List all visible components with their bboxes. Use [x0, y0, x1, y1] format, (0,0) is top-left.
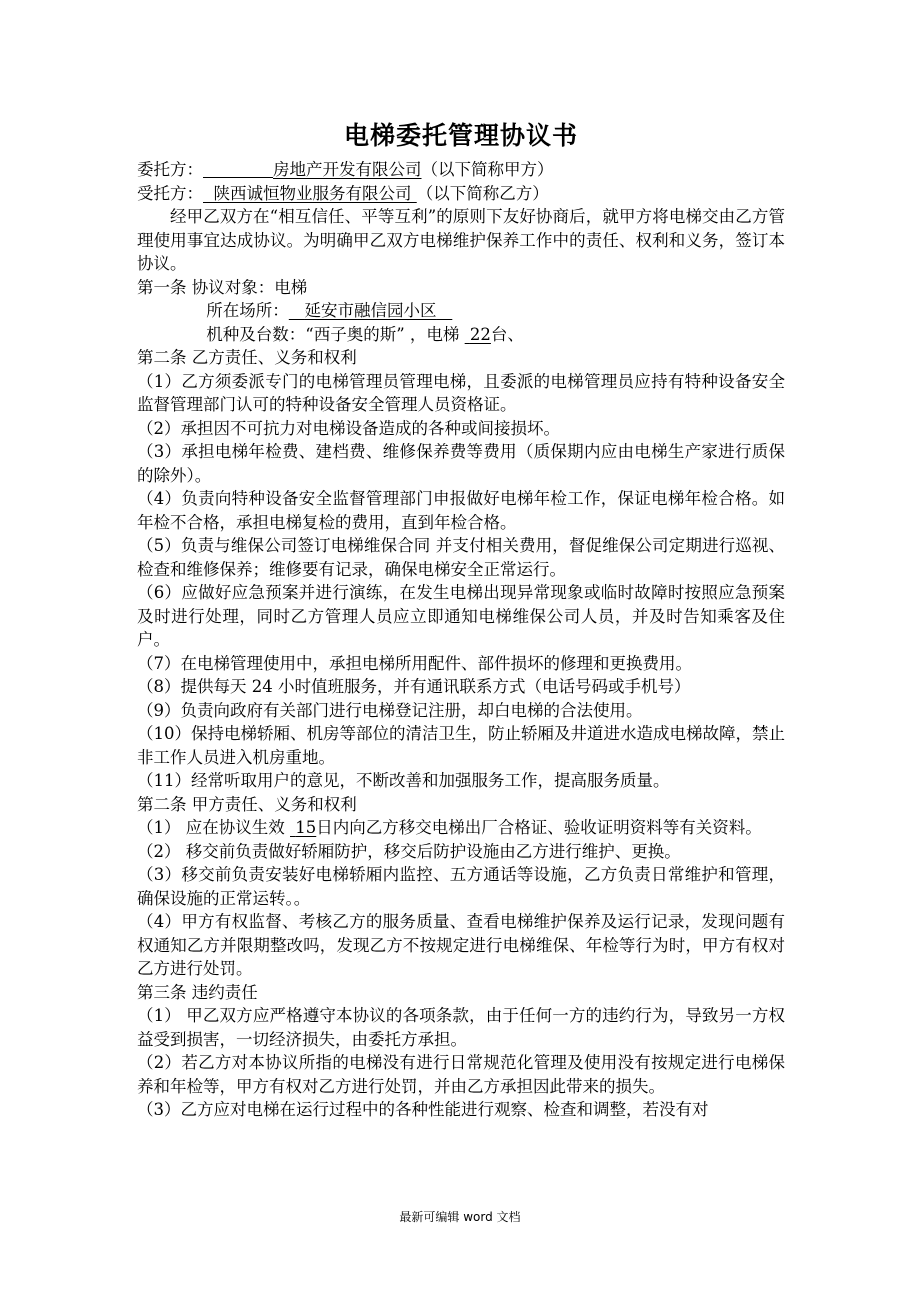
- article3-item-3: （3）移交前负责安装好电梯轿厢内监控、五方通话等设施，乙方负责日常维护和管理，确保设施的正常运转。。: [137, 865, 785, 908]
- article2-item-1: （1）乙方须委派专门的电梯管理员管理电梯，且委派的电梯管理员应持有特种设备安全监督管理部门认可的特种设备安全管理人员资格证。: [137, 371, 785, 414]
- article1-heading: 第一条 协议对象：电梯: [137, 277, 308, 297]
- article2-item-9: （9）负责向政府有关部门进行电梯登记注册，却白电梯的合法使用。: [137, 700, 643, 720]
- entrust-blank: [203, 159, 273, 178]
- entrust-note: （以下简称甲方）: [421, 160, 554, 179]
- trustee-label: 受托方：: [137, 183, 203, 203]
- model-label: 机种及台数：“西子奥的斯” ，电梯: [206, 324, 465, 344]
- trustee-note: （以下简称乙方）: [416, 183, 549, 203]
- article4-item-1: （1） 甲乙双方应严格遵守本协议的各项条款，由于任何一方的违约行为，导致另一方权益受到损害，一切经济损失，由委托方承担。: [137, 1006, 785, 1049]
- entrust-party-line: [137, 158, 785, 182]
- article4-item-3: （3）乙方应对电梯在运行过程中的各种性能进行观察、检查和调整，若没有对: [137, 1100, 709, 1119]
- article2-item-8: （8）提供每天 24 小时值班服务，并有通讯联系方式（电话号码或手机号）: [137, 677, 691, 696]
- article2-item-11: （11）经常听取用户的意见，不断改善和加强服务工作，提高服务质量。: [137, 771, 670, 790]
- trustee-name: 陕西诚恒物业服务有限公司: [213, 183, 412, 203]
- article2-item-2: （2）承担因不可抗力对电梯设备造成的各种或间接损坏。: [137, 418, 560, 438]
- model-count: 22: [469, 324, 491, 344]
- article4-heading: 第三条 违约责任: [137, 982, 258, 1002]
- document-title: 电梯委托管理协议书: [343, 121, 578, 150]
- location-label: 所在场所：: [206, 301, 289, 320]
- article2-item-5: （5）负责与维保公司签订电梯维保合同 并支付相关费用，督促维保公司定期进行巡视、检查和维修保养；维修要有记录，确保电梯安全正常运行。: [137, 536, 785, 579]
- article2-item-3: （3）承担电梯年检费、建档费、维修保养费等费用（质保期内应由电梯生产家进行质保的除外）。: [137, 442, 785, 485]
- intro-paragraph: 经甲乙双方在“相互信任、平等互利”的原则下友好协商后，就甲方将电梯交由乙方管理使用事宜达成协议。为明确甲乙双方电梯维护保养工作中的责任、权利和义务，签订本协议。: [137, 207, 785, 273]
- location-line: [137, 299, 785, 323]
- article2-item-4: （4）负责向特种设备安全监督管理部门申报做好电梯年检工作，保证电梯年检合格。如年检不合格，承担电梯复检的费用，直到年检合格。: [137, 489, 785, 532]
- article2-item-10: （10）保持电梯轿厢、机房等部位的清洁卫生，防止轿厢及井道进水造成电梯故障，禁止非工作人员进入机房重地。: [137, 724, 785, 767]
- article3-item-1: （1） 应在协议生效 15日内向乙方移交电梯出厂合格证、验收证明资料等有关资料。: [137, 818, 762, 837]
- model-line: [137, 323, 785, 347]
- entrust-label: 委托方：: [137, 160, 203, 179]
- page-footer: 最新可编辑 word 文档: [399, 1210, 521, 1224]
- article2-heading: 第二条 乙方责任、义务和权利: [137, 348, 357, 367]
- article3-item-2: （2） 移交前负责做好轿厢防护，移交后防护设施由乙方进行维护、更换。: [137, 841, 681, 861]
- entrust-name: 房地产开发有限公司: [273, 160, 422, 179]
- article4-item-2: （2）若乙方对本协议所指的电梯没有进行日常规范化管理及使用没有按规定进行电梯保养和年检等，甲方有权对乙方进行处罚，并由乙方承担因此带来的损失。: [137, 1053, 785, 1096]
- trustee-party-line: [137, 182, 785, 206]
- article2-item-6: （6）应做好应急预案并进行演练，在发生电梯出现异常现象或临时故障时按照应急预案及时进行处理，同时乙方管理人员应立即通知电梯维保公司人员，并及时告知乘客及住户。: [137, 583, 785, 649]
- article3-heading: 第二条 甲方责任、义务和权利: [137, 794, 357, 814]
- handover-days: 15: [295, 818, 317, 837]
- model-suffix: 台、: [490, 324, 524, 344]
- article3-item-4: （4）甲方有权监督、考核乙方的服务质量、查看电梯维护保养及运行记录，发现问题有权通知乙方并限期整改吗，发现乙方不按规定进行电梯维保、年检等行为时，甲方有权对乙方进行处罚。: [137, 912, 785, 978]
- location-value: 延安市融信园小区: [304, 301, 437, 320]
- article2-item-7: （7）在电梯管理使用中，承担电梯所用配件、部件损坏的修理和更换费用。: [137, 653, 692, 673]
- document-page: [137, 118, 785, 1122]
